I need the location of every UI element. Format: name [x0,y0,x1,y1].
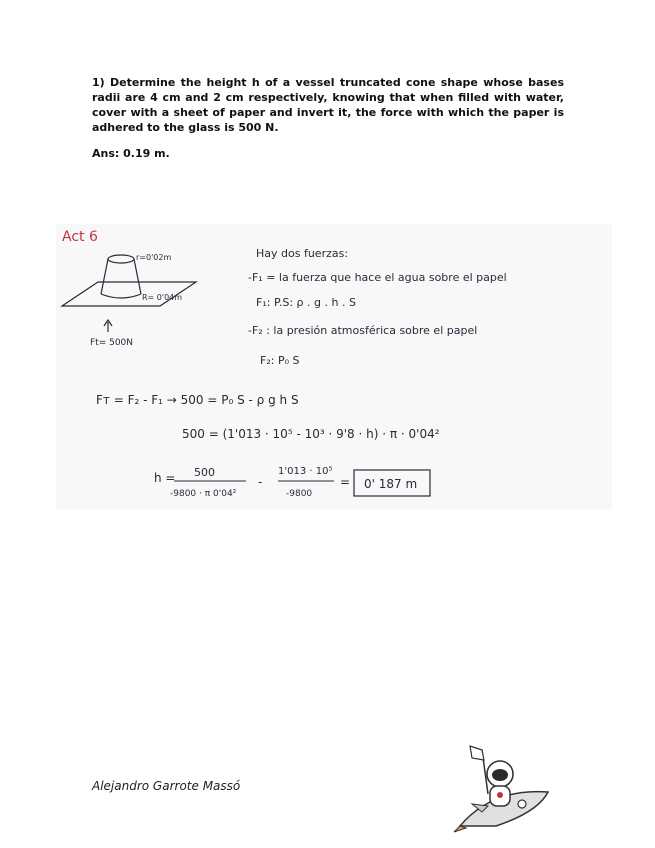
note-line-3: F₁: P.S: ρ . g . h . S [256,296,356,309]
vessel-right-side [134,259,141,294]
handwritten-notes-image [56,224,612,510]
equation-2: 500 = (1'013 · 10⁵ - 10³ · 9'8 · h) · π · 0'04² [182,427,440,441]
height-solution [154,466,430,499]
author-name: Alejandro Garrote Massó [92,779,241,793]
note-line-4: -F₂ : la presión atmosférica sobre el papel [248,324,478,337]
astronaut-icon [487,761,513,806]
astronaut-rocket-illustration [452,742,556,838]
note-line-2: -F₁ = la fuerza que hace el agua sobre el papel [248,271,507,284]
fraction-2-denominator: -9800 [286,489,313,499]
flag-icon [470,746,488,794]
bottom-radius-label: R= 0'04m [142,293,183,302]
problem-statement: 1) Determine the height h of a vessel truncated cone shape whose bases radii are 4 cm and 2 cm respectively, knowing that when filled with water, cover with a sheet of paper and invert it, the force with which the paper is adhered to the glass is 500 N. [92,76,564,134]
force-label: Ft= 500N [90,338,134,348]
fraction-1-numerator: 500 [194,466,215,479]
result-value: 0' 187 m [364,477,418,491]
top-radius-label: r=0'02m [136,253,172,262]
answer: Ans: 0.19 m. [92,147,170,160]
vessel-base [101,294,141,298]
activity-label: Act 6 [62,229,98,245]
h-label: h = [154,471,176,485]
equation-1: Fт = F₂ - F₁ → 500 = P₀ S - ρ g h S [96,393,299,407]
fraction-1-denominator: -9800 · π 0'04² [170,489,237,499]
vessel-top [108,255,134,263]
note-line-5: F₂: P₀ S [260,354,300,367]
vessel-left-side [101,259,108,294]
note-line-1: Hay dos fuerzas: [256,247,349,260]
minus-sign: - [258,475,263,489]
equals-sign: = [340,475,351,489]
fraction-2-numerator: 1'013 · 10⁵ [278,466,333,477]
